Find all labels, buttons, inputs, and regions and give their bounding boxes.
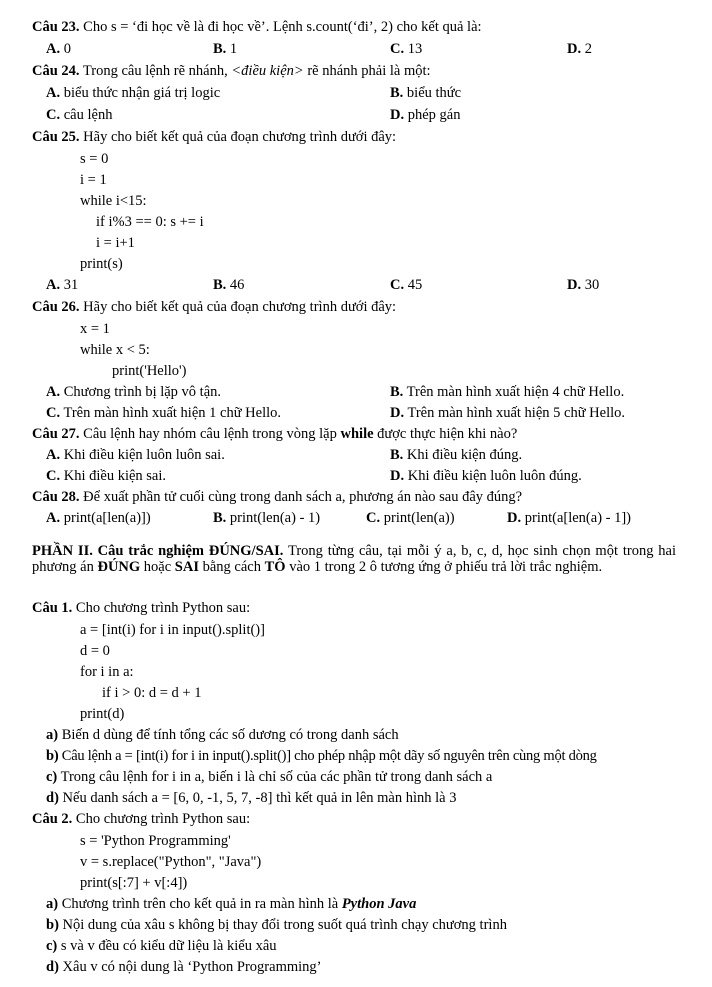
code-line: if i%3 == 0: s += i — [96, 214, 204, 230]
option-key: A. — [46, 41, 61, 57]
option-text: print(a[len(a) - 1]) — [521, 510, 632, 526]
code-line: while x < 5: — [80, 342, 150, 358]
option-key: B. — [390, 384, 404, 400]
question-text: Cho chương trình Python sau: — [72, 600, 251, 616]
option-d — [567, 276, 599, 294]
question-text: rẽ nhánh phải là một: — [303, 63, 431, 79]
option-text: Khi điều kiện luôn luôn sai. — [60, 447, 225, 463]
option-key: C. — [46, 405, 61, 421]
option-a — [46, 446, 225, 464]
question-26 — [32, 298, 396, 316]
question-text: Hãy cho biết kết quả của đoạn chương trình dưới đây: — [79, 129, 397, 145]
option-d — [507, 509, 631, 527]
option-b — [390, 84, 461, 102]
intro-emph: ĐÚNG — [97, 559, 141, 575]
part2-intro — [32, 543, 676, 575]
question-label: Câu 26. — [32, 299, 80, 315]
option-text: Chương trình bị lặp vô tận. — [60, 384, 222, 400]
statement-text: Trong câu lệnh for i in a, biến i là chỉ số của các phần tử trong danh sách a — [57, 769, 493, 785]
option-text: 46 — [226, 277, 245, 293]
intro-text: Trong từng câu, tại mỗi ý a, b, c, d, học sinh chọn một trong hai phương án — [32, 543, 676, 575]
option-text: 2 — [581, 41, 592, 57]
option-text: Trên màn hình xuất hiện 1 chữ Hello. — [60, 405, 282, 421]
statement-key: c) — [46, 938, 58, 954]
option-key: B. — [213, 277, 227, 293]
code-line: s = 'Python Programming' — [80, 833, 231, 849]
question-28 — [32, 488, 522, 506]
code-line: x = 1 — [80, 321, 110, 337]
statement-text: Chương trình trên cho kết quả in ra màn hình là — [58, 896, 342, 912]
option-text: phép gán — [404, 107, 461, 123]
question-label: Câu 1. — [32, 600, 73, 616]
statement-text: Câu lệnh a = [int(i) for i in input().split()] cho phép nhập một dãy số nguyên trên cùng một dòng — [58, 748, 597, 764]
code-line: print(d) — [80, 706, 125, 722]
option-a — [46, 40, 71, 58]
statement-text: Biến d dùng để tính tổng các số dương có trong danh sách — [58, 727, 399, 743]
intro-emph: TÔ — [264, 559, 286, 575]
statement-key: d) — [46, 959, 59, 975]
option-text: 13 — [404, 41, 423, 57]
option-a — [46, 383, 221, 401]
statement-a — [46, 726, 399, 744]
keyword-while: while — [340, 426, 374, 442]
statement-d — [46, 958, 322, 976]
option-key: B. — [213, 510, 227, 526]
option-text: Khi điều kiện sai. — [60, 468, 167, 484]
option-text: print(a[len(a)]) — [60, 510, 151, 526]
code-line: print(s[:7] + v[:4]) — [80, 875, 188, 891]
option-text: biểu thức nhận giá trị logic — [60, 85, 221, 101]
option-text: Trên màn hình xuất hiện 4 chữ Hello. — [403, 384, 625, 400]
option-text: Khi điều kiện luôn luôn đúng. — [404, 468, 582, 484]
question-27 — [32, 425, 517, 443]
statement-text: Nếu danh sách a = [6, 0, -1, 5, 7, -8] thì kết quả in lên màn hình là 3 — [58, 790, 457, 806]
intro-text: hoặc — [140, 559, 175, 575]
question-text: được thực hiện khi nào? — [373, 426, 518, 442]
code-line: v = s.replace("Python", "Java") — [80, 854, 262, 870]
option-key: C. — [390, 277, 405, 293]
option-text: print(len(a)) — [380, 510, 455, 526]
option-c — [390, 40, 422, 58]
option-d — [390, 467, 582, 485]
option-a — [46, 276, 78, 294]
option-b — [390, 446, 522, 464]
statement-emph: Python Java — [341, 896, 417, 912]
statement-text: s và v đều có kiểu dữ liệu là kiểu xâu — [57, 938, 277, 954]
statement-c — [46, 937, 277, 955]
intro-text: bằng cách — [198, 559, 265, 575]
option-text: Trên màn hình xuất hiện 5 chữ Hello. — [404, 405, 626, 421]
option-key: D. — [507, 510, 522, 526]
section-heading: PHẦN II. Câu trắc nghiệm ĐÚNG/SAI. — [32, 543, 284, 559]
statement-text: Xâu v có nội dung là ‘Python Programming’ — [58, 959, 322, 975]
question-text: Để xuất phần tử cuối cùng trong danh sách a, phương án nào sau đây đúng? — [79, 489, 523, 505]
statement-key: b) — [46, 748, 59, 764]
option-key: B. — [213, 41, 227, 57]
option-c — [390, 276, 422, 294]
question-label: Câu 2. — [32, 811, 73, 827]
option-d — [567, 40, 592, 58]
tf-question-2 — [32, 810, 250, 828]
code-line: print(s) — [80, 256, 123, 272]
code-line: print('Hello') — [112, 363, 187, 379]
option-c — [46, 467, 166, 485]
option-key: C. — [46, 468, 61, 484]
code-line: i = i+1 — [96, 235, 135, 251]
code-line: if i > 0: d = d + 1 — [102, 685, 202, 701]
option-key: A. — [46, 510, 61, 526]
option-key: D. — [567, 41, 582, 57]
question-text: Trong câu lệnh rẽ nhánh, — [79, 63, 232, 79]
option-d — [390, 106, 460, 124]
option-a — [46, 509, 151, 527]
option-c — [46, 404, 281, 422]
statement-key: b) — [46, 917, 59, 933]
option-text: câu lệnh — [60, 107, 113, 123]
code-line: for i in a: — [80, 664, 134, 680]
intro-text: vào 1 trong 2 ô tương ứng ở phiếu trả lời trắc nghiệm. — [285, 559, 603, 575]
intro-emph: SAI — [174, 559, 199, 575]
option-b — [213, 509, 320, 527]
option-text: 1 — [226, 41, 238, 57]
statement-text: Nội dung của xâu s không bị thay đổi trong suốt quá trình chạy chương trình — [58, 917, 507, 933]
question-text: Câu lệnh hay nhóm câu lệnh trong vòng lặp — [79, 426, 341, 442]
statement-b — [46, 747, 597, 765]
question-label: Câu 23. — [32, 19, 80, 35]
option-key: C. — [46, 107, 61, 123]
option-text: 0 — [60, 41, 71, 57]
question-24 — [32, 62, 431, 80]
option-text: 31 — [60, 277, 79, 293]
question-text-italic: <điều kiện> — [231, 63, 304, 79]
option-b — [213, 40, 237, 58]
statement-a — [46, 895, 416, 913]
tf-question-1 — [32, 599, 250, 617]
option-b — [213, 276, 244, 294]
question-text: Cho s = ‘đi học về là đi học về’. Lệnh s.count(‘đi’, 2) cho kết quả là: — [79, 19, 482, 35]
option-c — [46, 106, 112, 124]
statement-key: a) — [46, 727, 59, 743]
option-key: C. — [390, 41, 405, 57]
question-label: Câu 27. — [32, 426, 80, 442]
statement-key: c) — [46, 769, 58, 785]
option-text: print(len(a) - 1) — [226, 510, 321, 526]
option-key: D. — [390, 107, 405, 123]
option-key: A. — [46, 85, 61, 101]
question-25 — [32, 128, 396, 146]
statement-key: d) — [46, 790, 59, 806]
option-key: C. — [366, 510, 381, 526]
option-key: A. — [46, 447, 61, 463]
code-line: s = 0 — [80, 151, 109, 167]
option-a — [46, 84, 220, 102]
option-key: D. — [390, 468, 405, 484]
option-key: A. — [46, 384, 61, 400]
code-line: d = 0 — [80, 643, 110, 659]
option-d — [390, 404, 625, 422]
option-key: D. — [567, 277, 582, 293]
question-text: Cho chương trình Python sau: — [72, 811, 251, 827]
option-key: A. — [46, 277, 61, 293]
option-text: 45 — [404, 277, 423, 293]
option-key: B. — [390, 85, 404, 101]
statement-d — [46, 789, 456, 807]
statement-b — [46, 916, 507, 934]
code-line: while i<15: — [80, 193, 147, 209]
statement-c — [46, 768, 492, 786]
question-label: Câu 25. — [32, 129, 80, 145]
option-text: Khi điều kiện đúng. — [403, 447, 523, 463]
option-key: D. — [390, 405, 405, 421]
option-c — [366, 509, 455, 527]
question-text: Hãy cho biết kết quả của đoạn chương trình dưới đây: — [79, 299, 397, 315]
option-text: 30 — [581, 277, 600, 293]
code-line: a = [int(i) for i in input().split()] — [80, 622, 265, 638]
option-text: biểu thức — [403, 85, 462, 101]
option-key: B. — [390, 447, 404, 463]
statement-key: a) — [46, 896, 59, 912]
code-line: i = 1 — [80, 172, 107, 188]
question-23 — [32, 18, 482, 36]
question-label: Câu 28. — [32, 489, 80, 505]
question-label: Câu 24. — [32, 63, 80, 79]
option-b — [390, 383, 624, 401]
